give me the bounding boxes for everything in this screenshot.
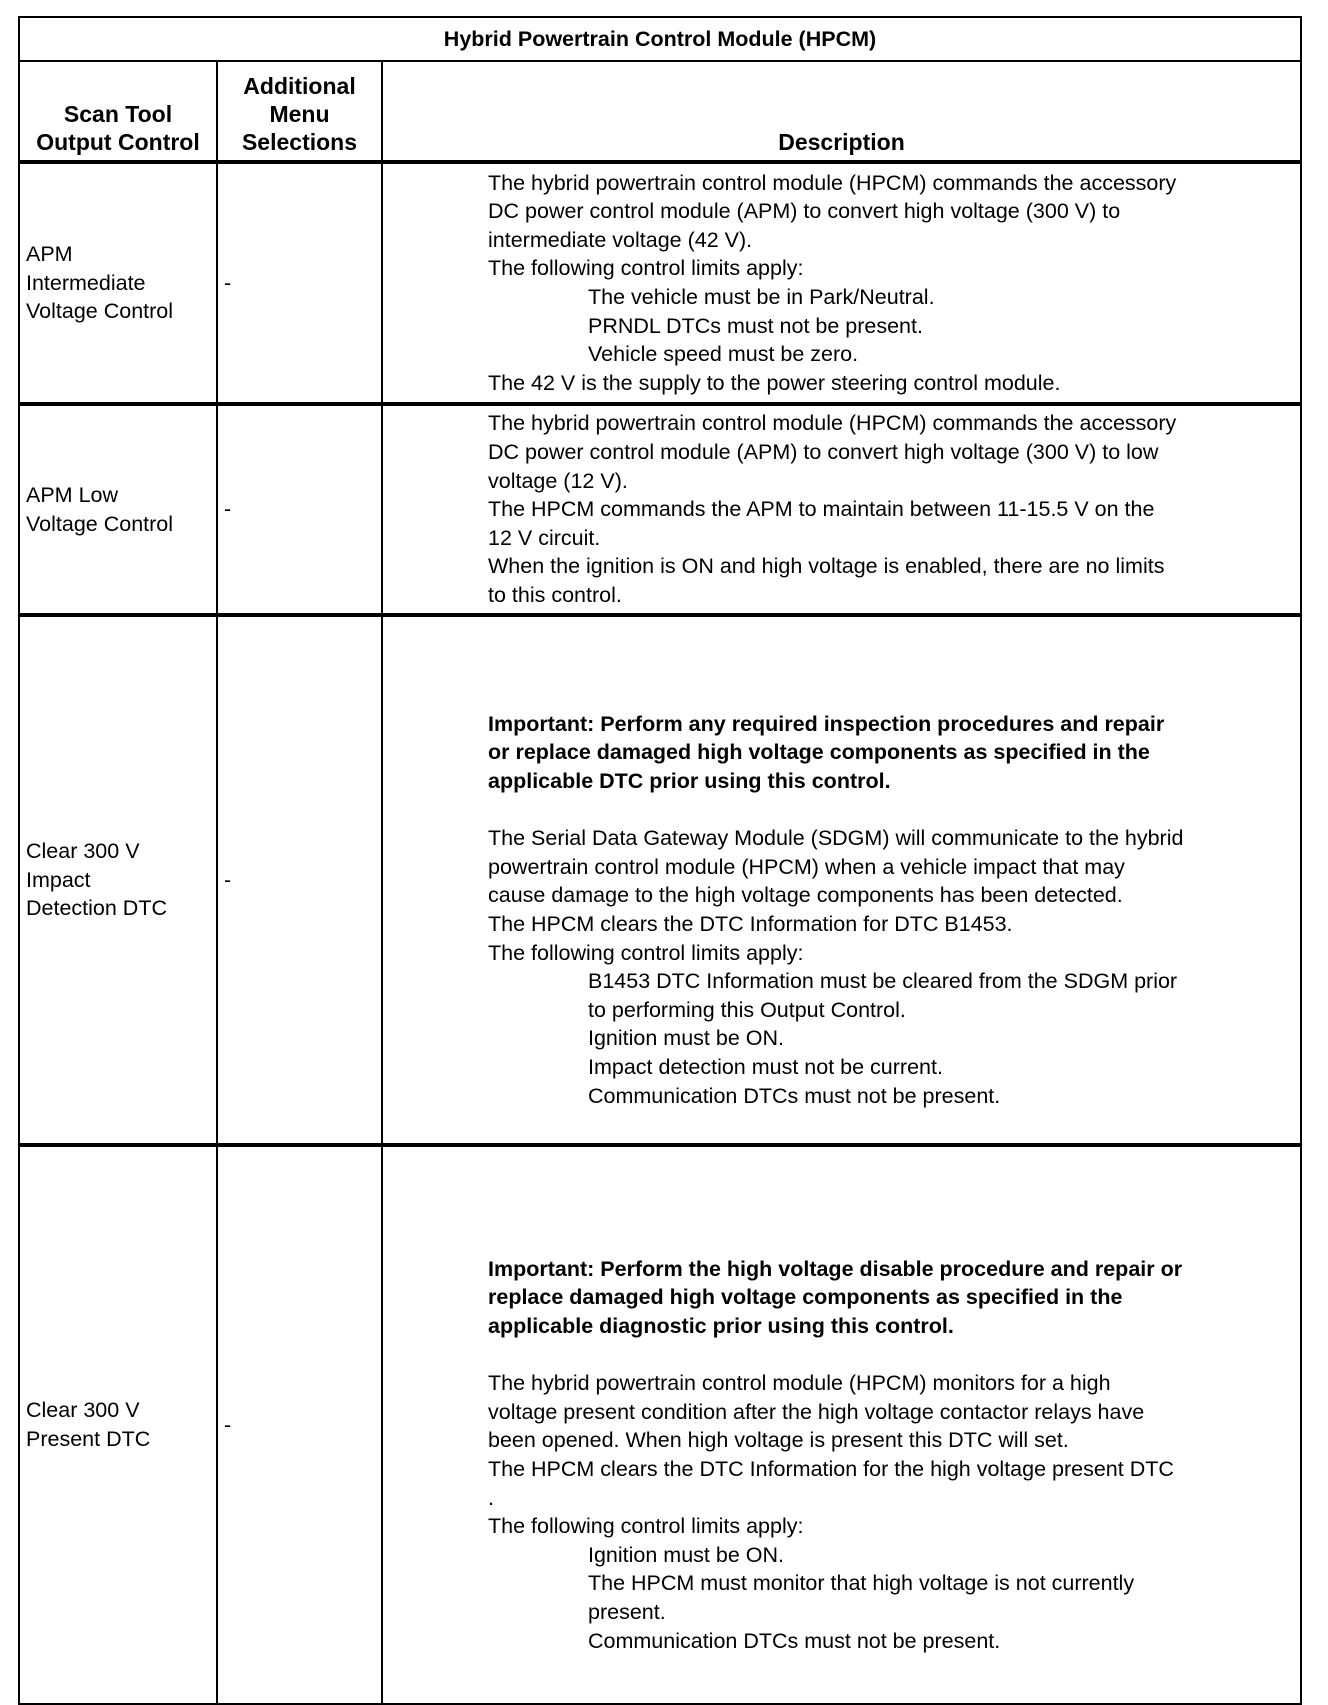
description: Important: Perform the high voltage disable procedure and repair or replace damaged high voltage components as specified in the applicable diagnostic prior using this control. The hybrid powertrain control module (HPCM) monitors for a high voltage present condition after the high voltage contactor relays have been opened. When high voltage is present this DTC will set. The HPCM clears the DTC Information for the high voltage present DTC . The following control limits apply: Ignition must be ON. The HPCM must monitor that high voltage is not currently present. Communication DTCs must not be present. bbox=[382, 1145, 1301, 1704]
menu-selection: - bbox=[217, 615, 382, 1145]
description: Important: Perform any required inspection procedures and repair or replace damaged high voltage components as specified in the applicable DTC prior using this control. The Serial Data Gateway Module (SDGM) will communicate to the hybrid powertrain control module (HPCM) when a vehicle impact that may cause damage to the high voltage components has been detected. The HPCM clears the DTC Information for DTC B1453. The following control limits apply: B1453 DTC Information must be cleared from the SDGM prior to performing this Output Control. Ignition must be ON. Impact detection must not be current. Communication DTCs must not be present. bbox=[382, 615, 1301, 1145]
spacer bbox=[488, 796, 1300, 825]
output-control-name: APM Intermediate Voltage Control bbox=[19, 162, 217, 404]
menu-selection: - bbox=[217, 162, 382, 404]
control-limit: Impact detection must not be current. bbox=[588, 1054, 943, 1079]
control-limit: Ignition must be ON. bbox=[588, 1026, 784, 1051]
description: The hybrid powertrain control module (HPCM) commands the accessory DC power control module (APM) to convert high voltage (300 V) to intermediate voltage (42 V). The following control limits apply: The vehicle must be in Park/Neutral. PRNDL DTCs must not be present. Vehicle speed must be zero. The 42 V is the supply to the power steering control module. bbox=[382, 162, 1301, 404]
important-note: Important: Perform any required inspection procedures and repair bbox=[488, 711, 1165, 736]
header-additional-menu-selections: Additional Menu Selections bbox=[217, 61, 382, 162]
control-limit: Communication DTCs must not be present. bbox=[588, 1083, 1001, 1108]
control-limit: present. bbox=[588, 1599, 666, 1624]
control-limit: Ignition must be ON. bbox=[588, 1542, 784, 1567]
control-limit: Vehicle speed must be zero. bbox=[588, 342, 859, 367]
control-limit: B1453 DTC Information must be cleared from the SDGM prior bbox=[588, 969, 1178, 994]
table-row bbox=[19, 162, 1301, 404]
output-control-name: APM Low Voltage Control bbox=[19, 404, 217, 615]
table-row bbox=[19, 404, 1301, 615]
important-note: replace damaged high voltage components as specified in the bbox=[488, 1285, 1123, 1310]
important-note: applicable diagnostic prior using this control. bbox=[488, 1314, 954, 1339]
important-note: applicable DTC prior using this control. bbox=[488, 769, 891, 794]
important-note: or replace damaged high voltage components as specified in the bbox=[488, 740, 1150, 765]
table-row bbox=[19, 1145, 1301, 1704]
header-row bbox=[19, 61, 1301, 162]
menu-selection: - bbox=[217, 404, 382, 615]
header-scan-tool-output-control: Scan Tool Output Control bbox=[19, 61, 217, 162]
important-note: Important: Perform the high voltage disable procedure and repair or bbox=[488, 1256, 1183, 1281]
control-limit: The vehicle must be in Park/Neutral. bbox=[588, 285, 935, 309]
table-title: Hybrid Powertrain Control Module (HPCM) bbox=[19, 17, 1301, 61]
table-row bbox=[19, 615, 1301, 1145]
control-limit: Communication DTCs must not be present. bbox=[588, 1628, 1001, 1653]
control-limit: to performing this Output Control. bbox=[588, 997, 906, 1022]
control-limit: The HPCM must monitor that high voltage is not currently bbox=[588, 1571, 1135, 1596]
output-control-name: Clear 300 V Impact Detection DTC bbox=[19, 615, 217, 1145]
description: The hybrid powertrain control module (HPCM) commands the accessory DC power control module (APM) to convert high voltage (300 V) to low voltage (12 V). The HPCM commands the APM to maintain between 11-15.5 V on the 12 V circuit. When the ignition is ON and high voltage is enabled, there are no limits to this control. bbox=[382, 404, 1301, 615]
output-control-name: Clear 300 V Present DTC bbox=[19, 1145, 217, 1704]
header-description: Description bbox=[382, 61, 1301, 162]
menu-selection: - bbox=[217, 1145, 382, 1704]
spacer bbox=[488, 1341, 1300, 1370]
control-limit: PRNDL DTCs must not be present. bbox=[588, 313, 923, 338]
hpcm-output-control-table bbox=[18, 16, 1302, 1705]
